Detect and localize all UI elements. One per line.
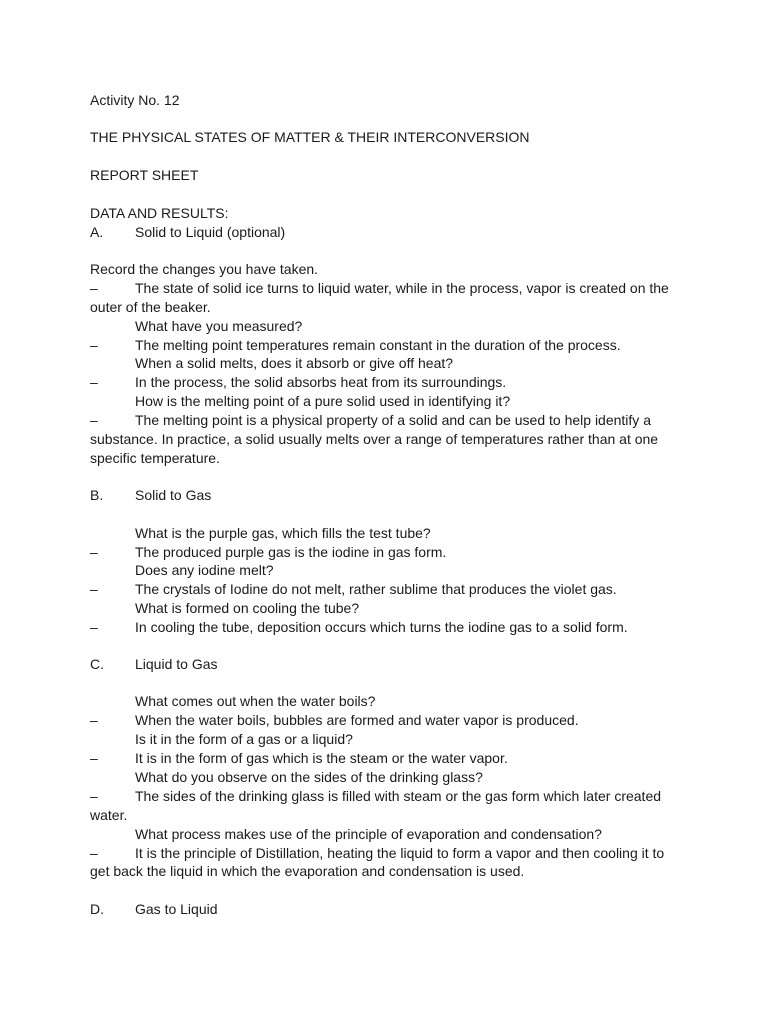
- dash-bullet: –: [90, 412, 98, 428]
- section-d-heading: Gas to Liquid: [135, 901, 218, 917]
- answer-b2: The crystals of Iodine do not melt, rather sublime that produces the violet gas.: [135, 581, 617, 597]
- question-c1: What comes out when the water boils?: [135, 693, 376, 709]
- dash-bullet: –: [90, 374, 98, 390]
- question-a4: How is the melting point of a pure solid used in identifying it?: [135, 393, 511, 409]
- dash-bullet: –: [90, 712, 98, 728]
- answer-c2: It is in the form of gas which is the steam or the water vapor.: [135, 750, 508, 766]
- answer-a1-line1: The state of solid ice turns to liquid water, while in the process, vapor is created on the: [135, 280, 669, 296]
- answer-a2: The melting point temperatures remain constant in the duration of the process.: [135, 337, 621, 353]
- question-a3: When a solid melts, does it absorb or give off heat?: [135, 355, 454, 371]
- answer-a3: In the process, the solid absorbs heat from its surroundings.: [135, 374, 507, 390]
- question-b1: What is the purple gas, which fills the test tube?: [135, 525, 431, 541]
- answer-a1-line2: outer of the beaker.: [90, 299, 211, 315]
- dash-bullet: –: [90, 750, 98, 766]
- question-b3: What is formed on cooling the tube?: [135, 600, 360, 616]
- answer-a4-line3: specific temperature.: [90, 450, 220, 466]
- dash-bullet: –: [90, 845, 98, 861]
- question-c4: What process makes use of the principle of evaporation and condensation?: [135, 826, 602, 842]
- answer-a4-line1: The melting point is a physical property of a solid and can be used to help identify a: [135, 412, 651, 428]
- question-a2: What have you measured?: [135, 318, 303, 334]
- answer-b3: In cooling the tube, deposition occurs which turns the iodine gas to a solid form.: [135, 619, 628, 635]
- answer-b1: The produced purple gas is the iodine in gas form.: [135, 544, 447, 560]
- answer-c4-line2: get back the liquid in which the evaporation and condensation is used.: [90, 863, 525, 879]
- section-c-letter: C.: [90, 656, 104, 672]
- section-a-heading: Solid to Liquid (optional): [135, 224, 286, 240]
- section-c-heading: Liquid to Gas: [135, 656, 218, 672]
- question-c3: What do you observe on the sides of the drinking glass?: [135, 769, 483, 785]
- data-results-heading: DATA AND RESULTS:: [90, 205, 229, 221]
- dash-bullet: –: [90, 581, 98, 597]
- question-c2: Is it in the form of a gas or a liquid?: [135, 731, 353, 747]
- question-b2: Does any iodine melt?: [135, 562, 274, 578]
- activity-number: Activity No. 12: [90, 92, 180, 108]
- section-b-letter: B.: [90, 487, 104, 503]
- answer-c3-line2: water.: [90, 807, 128, 823]
- answer-c4-line1: It is the principle of Distillation, heating the liquid to form a vapor and then cooling it to: [135, 845, 665, 861]
- dash-bullet: –: [90, 619, 98, 635]
- report-sheet-label: REPORT SHEET: [90, 167, 199, 183]
- document-title: THE PHYSICAL STATES OF MATTER & THEIR INTERCONVERSION: [90, 129, 530, 145]
- section-a-intro: Record the changes you have taken.: [90, 261, 319, 277]
- answer-a4-line2: substance. In practice, a solid usually melts over a range of temperatures rather than at one: [90, 431, 659, 447]
- answer-c1: When the water boils, bubbles are formed and water vapor is produced.: [135, 712, 579, 728]
- section-d-letter: D.: [90, 901, 104, 917]
- section-a-letter: A.: [90, 224, 104, 240]
- dash-bullet: –: [90, 280, 98, 296]
- section-b-heading: Solid to Gas: [135, 487, 212, 503]
- dash-bullet: –: [90, 544, 98, 560]
- dash-bullet: –: [90, 337, 98, 353]
- answer-c3-line1: The sides of the drinking glass is filled with steam or the gas form which later created: [135, 788, 662, 804]
- dash-bullet: –: [90, 788, 98, 804]
